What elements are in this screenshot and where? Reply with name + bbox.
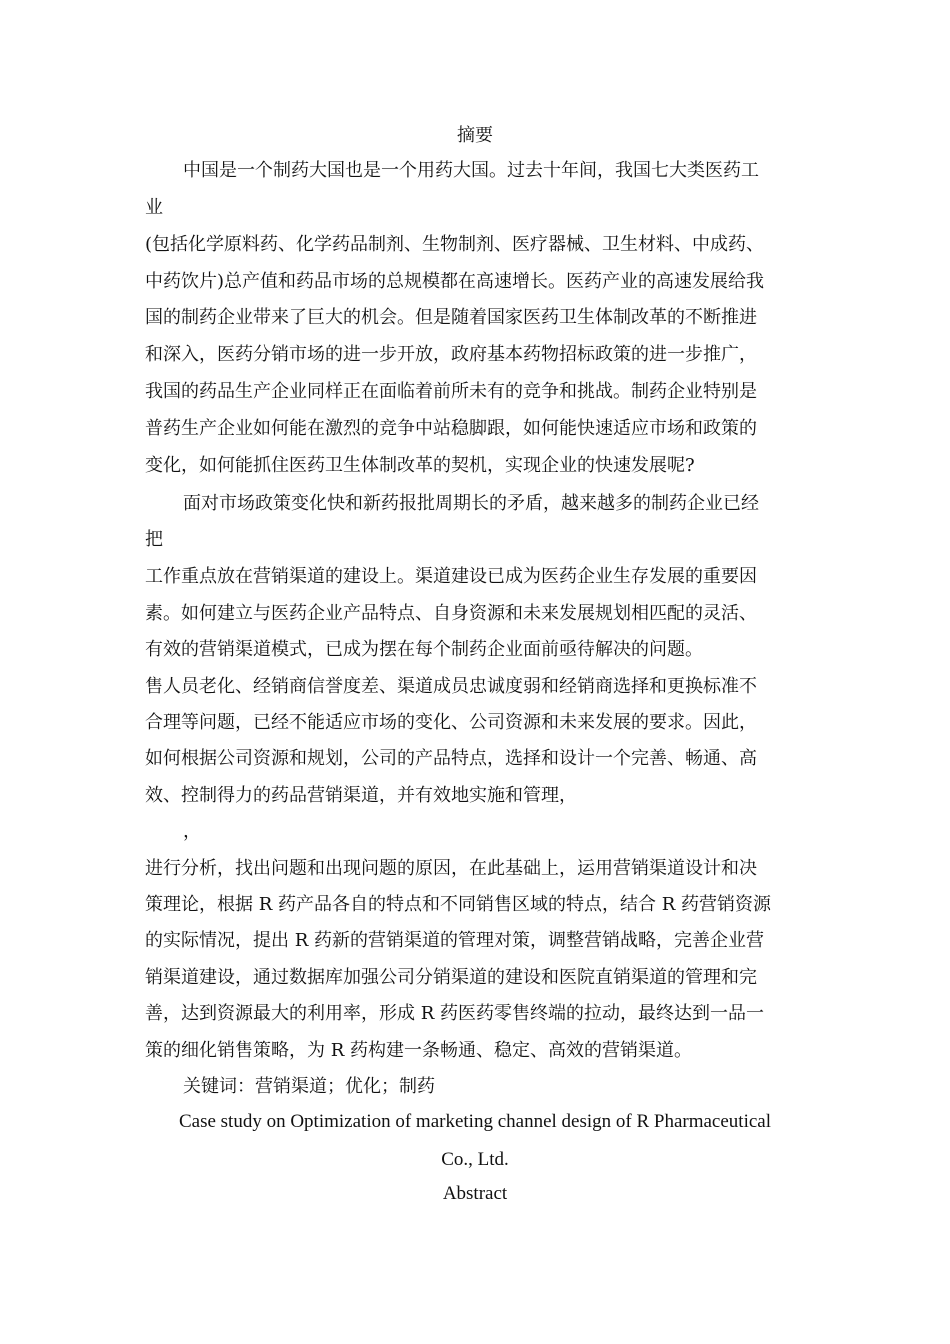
paragraph-line: 售人员老化、经销商信誉度差、渠道成员忠诚度弱和经销商选择和更换标准不 [145, 676, 757, 697]
paragraph-line: 业 [145, 197, 163, 218]
paragraph-line: 策的细化销售策略，为 R 药构建一条畅通、稳定、高效的营销渠道。 [145, 1040, 692, 1061]
paragraph-line: 销渠道建设，通过数据库加强公司分销渠道的建设和医院直销渠道的管理和完 [145, 967, 757, 988]
paragraph-line: 变化，如何能抓住医药卫生体制改革的契机，实现企业的快速发展呢? [145, 455, 695, 476]
paragraph-line: 国的制药企业带来了巨大的机会。但是随着国家医药卫生体制改革的不断推进 [145, 307, 757, 328]
paragraph-line: (包括化学原料药、化学药品制剂、生物制剂、医疗器械、卫生材料、中成药、 [145, 234, 765, 255]
page-title: 摘要 [457, 125, 493, 146]
paragraph-line: 的实际情况，提出 R 药新的营销渠道的管理对策，调整营销战略，完善企业营 [145, 930, 764, 951]
paragraph-line: 进行分析，找出问题和出现问题的原因，在此基础上，运用营销渠道设计和决 [145, 858, 757, 879]
paragraph-line: 善，达到资源最大的利用率，形成 R 药医药零售终端的拉动，最终达到一品一 [145, 1003, 764, 1024]
english-title: Case study on Optimization of marketing channel design of R Pharmaceutical [178, 1111, 771, 1132]
paragraph-line: 合理等问题，已经不能适应市场的变化、公司资源和未来发展的要求。因此， [145, 712, 757, 733]
paragraph-line: 有效的营销渠道模式，已成为摆在每个制药企业面前亟待解决的问题。 [145, 639, 703, 660]
paragraph-line: 中国是一个制药大国也是一个用药大国。过去十年间，我国七大类医药工 [183, 160, 759, 181]
abstract-heading: Abstract [442, 1183, 508, 1204]
paragraph-line: 策理论，根据 R 药产品各自的特点和不同销售区域的特点，结合 R 药营销资源 [145, 894, 771, 915]
paragraph-line: 工作重点放在营销渠道的建设上。渠道建设已成为医药企业生存发展的重要因 [145, 566, 757, 587]
keywords-line: 关键词：营销渠道；优化；制药 [183, 1076, 435, 1097]
paragraph-line: 把 [145, 529, 163, 550]
paragraph-line: 我国的药品生产企业同样正在面临着前所未有的竞争和挑战。制药企业特别是 [145, 381, 757, 402]
paragraph-line: 面对市场政策变化快和新药报批周期长的矛盾，越来越多的制药企业已经 [183, 493, 759, 514]
paragraph-line: 和深入，医药分销市场的进一步开放，政府基本药物招标政策的进一步推广， [145, 344, 757, 365]
paragraph-line: ， [183, 821, 201, 842]
paragraph-line: 普药生产企业如何能在激烈的竞争中站稳脚跟，如何能快速适应市场和政策的 [145, 418, 757, 439]
paragraph-line: 中药饮片)总产值和药品市场的总规模都在高速增长。医药产业的高速发展给我 [145, 271, 765, 292]
paragraph-line: 素。如何建立与医药企业产品特点、自身资源和未来发展规划相匹配的灵活、 [145, 603, 757, 624]
paragraph-line: 如何根据公司资源和规划，公司的产品特点，选择和设计一个完善、畅通、高 [145, 748, 757, 769]
english-title-continued: Co., Ltd. [441, 1149, 509, 1170]
paragraph-line: 效、控制得力的药品营销渠道，并有效地实施和管理， [145, 785, 577, 806]
